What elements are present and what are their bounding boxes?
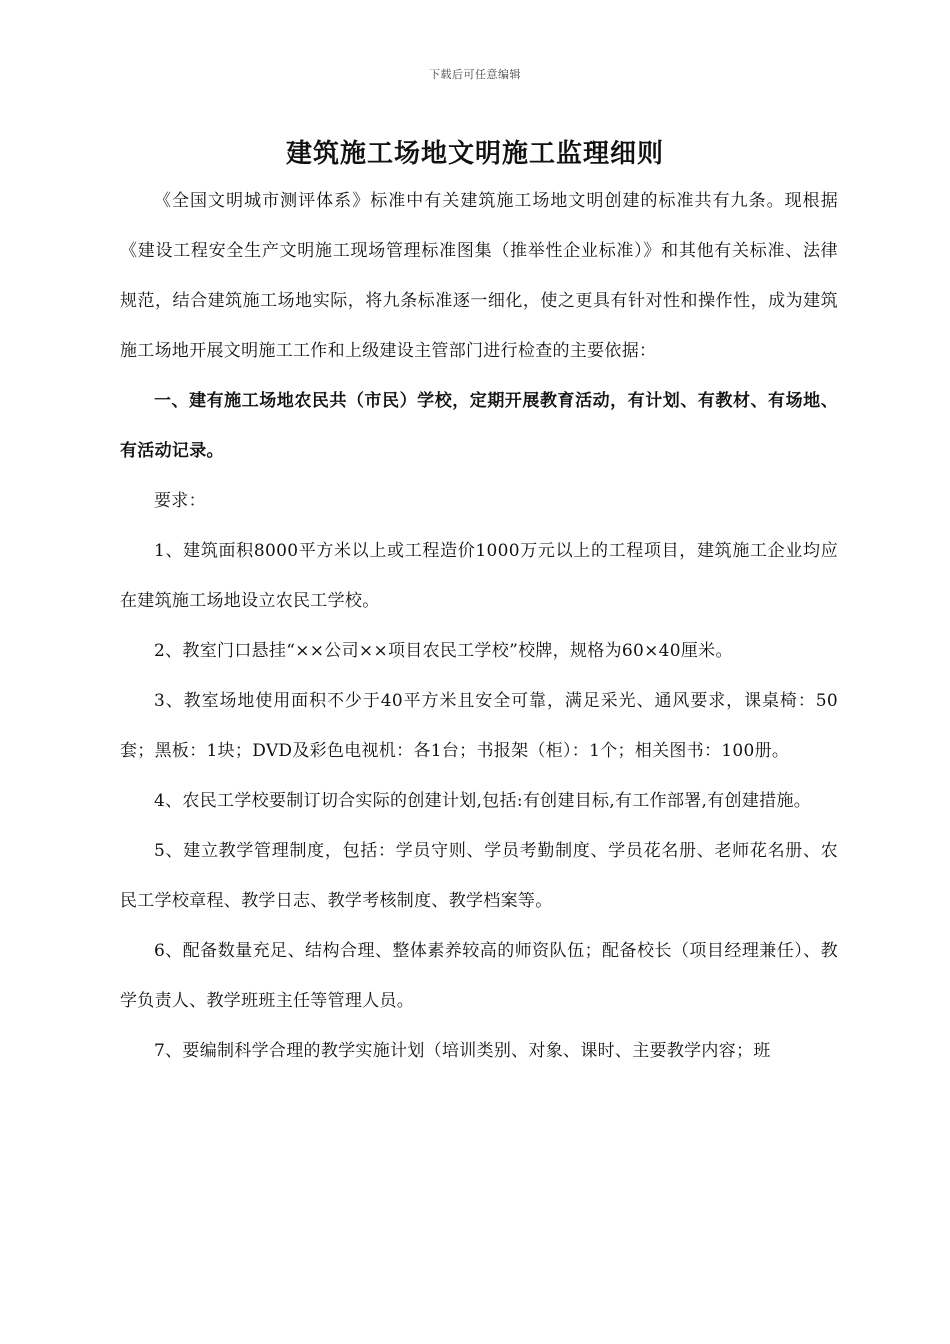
document-title: 建筑施工场地文明施工监理细则 <box>285 139 664 169</box>
requirement-item-4: 4、农民工学校要制订切合实际的创建计划,包括:有创建目标,有工作部署,有创建措施。 <box>154 791 812 811</box>
intro-paragraph: 《全国文明城市测评体系》标准中有关建筑施工场地文明创建的标准共有九条。现根据《建设工程安全生产文明施工现场管理标准图集（推举性企业标准）》和其他有关标准、法律规范，结合建筑施工场地实际，将九条标准逐一细化，使之更具有针对性和操作性，成为建筑施工场地开展文明施工工作和上级建设主管部门进行检查的主要依据： <box>120 191 838 361</box>
requirement-item-3: 3、教室场地使用面积不少于40平方米且安全可靠，满足采光、通风要求，课桌椅：50套；黑板：1块；DVD及彩色电视机：各1台；书报架（柜）：1个；相关图书：100册。 <box>120 691 838 761</box>
requirement-item-1: 1、建筑面积8000平方米以上或工程造价1000万元以上的工程项目，建筑施工企业均应在建筑施工场地设立农民工学校。 <box>120 541 838 611</box>
requirement-item-7: 7、要编制科学合理的教学实施计划（培训类别、对象、课时、主要教学内容；班 <box>154 1041 771 1061</box>
requirement-item-6: 6、配备数量充足、结构合理、整体素养较高的师资队伍；配备校长（项目经理兼任）、教学负责人、教学班班主任等管理人员。 <box>120 941 838 1011</box>
document-body <box>120 176 838 1076</box>
requirements-label: 要求： <box>154 491 206 511</box>
requirement-item-5: 5、建立教学管理制度，包括：学员守则、学员考勤制度、学员花名册、老师花名册、农民工学校章程、教学日志、教学考核制度、教学档案等。 <box>120 841 838 911</box>
header-note: 下载后可任意编辑 <box>429 68 521 81</box>
section-1-heading: 一、建有施工场地农民共（市民）学校，定期开展教育活动，有计划、有教材、有场地、有活动记录。 <box>120 391 838 461</box>
requirement-item-2: 2、教室门口悬挂“××公司××项目农民工学校”校牌，规格为60×40厘米。 <box>154 641 733 661</box>
